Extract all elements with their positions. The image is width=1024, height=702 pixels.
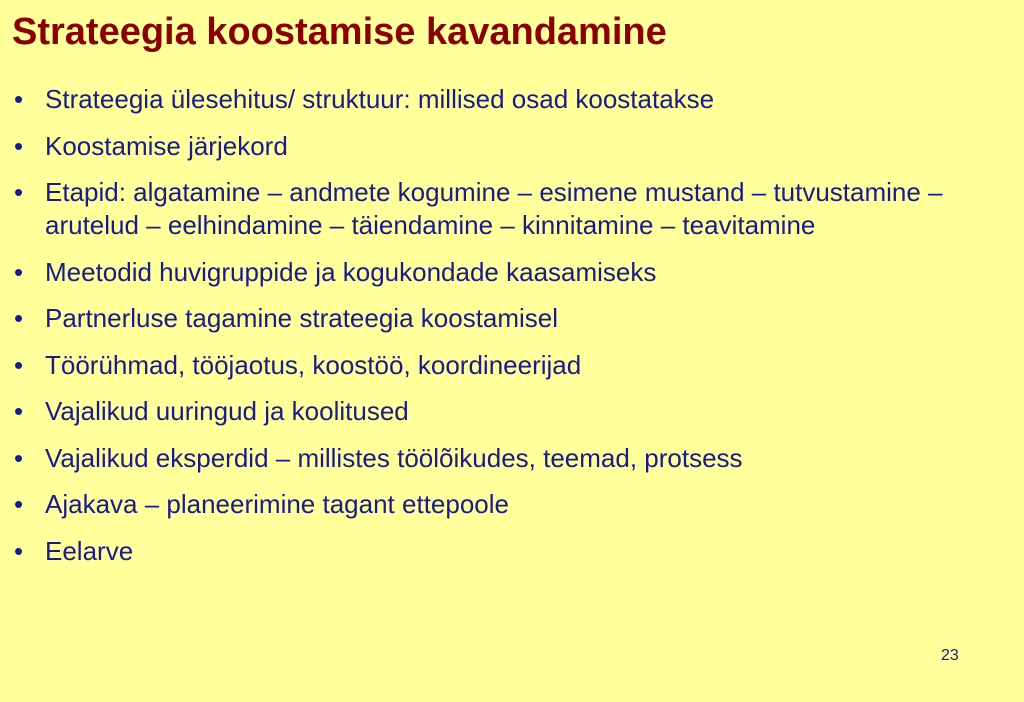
list-item xyxy=(14,83,1004,116)
list-item-text: Töörühmad, tööjaotus, koostöö, koordineerijad xyxy=(45,349,582,380)
bullet-icon: • xyxy=(14,442,24,473)
list-item xyxy=(14,535,1004,568)
bullet-icon: • xyxy=(14,396,24,426)
bullet-icon: • xyxy=(14,130,24,161)
bullet-icon: • xyxy=(14,256,24,287)
list-item-text: Vajalikud uuringud ja koolitused xyxy=(45,396,409,426)
bullet-icon: • xyxy=(14,177,24,207)
bullet-icon: • xyxy=(14,303,24,333)
list-item xyxy=(14,395,1004,428)
bullet-list xyxy=(14,83,1004,581)
list-item-text: Koostamise järjekord xyxy=(45,130,288,161)
bullet-icon: • xyxy=(14,84,24,114)
list-item-text: Partnerluse tagamine strateegia koostamisel xyxy=(45,303,559,333)
list-item-text: Eelarve xyxy=(45,535,134,566)
list-item-text: Strateegia ülesehitus/ struktuur: millised osad koostatakse xyxy=(45,84,715,114)
slide-number: 23 xyxy=(941,647,959,664)
list-item xyxy=(14,302,1004,335)
slide-title: Strateegia koostamise kavandamine xyxy=(12,11,667,53)
list-item xyxy=(14,442,1004,475)
list-item-text: Etapid: algatamine – andmete kogumine – esimene mustand – tutvustamine – arutelud – eelhindamine – täiendamine – kinnitamine – teavitamine xyxy=(45,177,943,240)
list-item xyxy=(14,130,1004,163)
list-item xyxy=(14,176,1004,242)
list-item-text: Vajalikud eksperdid – millistes töölõikudes, teemad, protsess xyxy=(45,442,743,473)
list-item xyxy=(14,256,1004,289)
list-item-text: Meetodid huvigruppide ja kogukondade kaasamiseks xyxy=(45,256,657,287)
list-item-text: Ajakava – planeerimine tagant ettepoole xyxy=(45,489,509,519)
bullet-icon: • xyxy=(14,535,24,566)
list-item xyxy=(14,349,1004,382)
list-item xyxy=(14,488,1004,521)
bullet-icon: • xyxy=(14,489,24,519)
bullet-icon: • xyxy=(14,349,24,380)
